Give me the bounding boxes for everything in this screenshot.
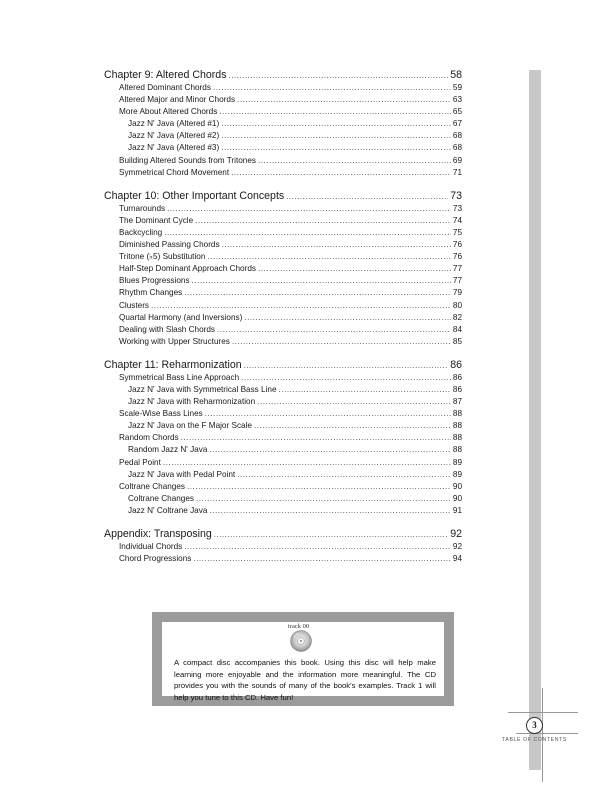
toc-entry[interactable] [104, 142, 462, 154]
toc-entry-page: 77 [452, 264, 462, 274]
page-number: 3 [526, 717, 543, 734]
dot-leader [219, 106, 451, 118]
dot-leader [181, 432, 451, 444]
corner-rule-horizontal [508, 712, 578, 713]
dot-leader [231, 167, 451, 179]
dot-leader [163, 457, 451, 469]
compact-disc-icon [290, 630, 312, 652]
toc-entry-title: Jazz N' Java (Altered #3) [128, 143, 220, 153]
toc-entry-title: Jazz N' Coltrane Java [128, 505, 208, 515]
toc-entry-page: 58 [450, 69, 462, 81]
corner-rule-horizontal-lower [516, 733, 578, 734]
dot-leader [221, 142, 451, 154]
toc-entry[interactable] [104, 336, 462, 348]
track-label: track 00 [288, 623, 310, 630]
dot-leader [222, 239, 451, 251]
dot-leader [237, 94, 451, 106]
toc-entry-page: 91 [452, 505, 462, 515]
toc-entry[interactable] [104, 118, 462, 130]
dot-leader [209, 444, 451, 456]
dot-leader [205, 408, 451, 420]
toc-entry-title: Chapter 10: Other Important Concepts [104, 189, 285, 202]
dot-leader [241, 372, 451, 384]
dot-leader [254, 420, 451, 432]
toc-entry[interactable] [104, 215, 462, 227]
toc-entry[interactable] [104, 130, 462, 142]
toc-entry-page: 84 [452, 324, 462, 334]
side-bar [529, 70, 541, 770]
toc-entry[interactable] [104, 553, 462, 565]
dot-leader [209, 505, 451, 517]
toc-entry[interactable] [104, 408, 462, 420]
toc-entry-page: 63 [452, 95, 462, 105]
toc-entry-title: Coltrane Changes [119, 481, 185, 491]
toc-entry-page: 59 [452, 83, 462, 92]
toc-entry-title: Jazz N' Java with Reharmonization [128, 397, 256, 407]
toc-entry-title: Half-Step Dominant Approach Chords [119, 264, 256, 274]
toc-entry[interactable] [104, 372, 462, 384]
toc-entry-page: 87 [452, 397, 462, 407]
toc-entry-page: 88 [452, 409, 462, 419]
corner-rule-vertical [542, 688, 543, 782]
toc-entry[interactable] [104, 444, 462, 456]
toc-entry[interactable] [104, 312, 462, 324]
toc-entry-page: 90 [452, 481, 462, 491]
toc-entry-title: Dealing with Slash Chords [119, 324, 216, 334]
toc-entry-title: Diminished Passing Chords [119, 240, 220, 250]
toc-entry[interactable] [104, 239, 462, 251]
toc-entry-page: 79 [452, 288, 462, 298]
toc-entry-page: 80 [452, 300, 462, 310]
toc-entry-title: More About Altered Chords [119, 107, 218, 117]
toc-entry-page: 67 [452, 119, 462, 129]
toc-entry-title: Symmetrical Bass Line Approach [119, 372, 240, 382]
toc-entry-page: 68 [452, 143, 462, 153]
toc-entry-title: Symmetrical Chord Movement [119, 167, 230, 177]
toc-entry[interactable] [104, 155, 462, 167]
dot-leader [214, 528, 448, 541]
cd-description: A compact disc accompanies this book. Using this disc will help make learning more enjoyable and the information more meaningful. The CD provides you with the sounds of many of the book's examples. Track 1 will help you tune to this CD. Have fun! [174, 658, 436, 702]
dot-leader [184, 541, 451, 553]
toc-entry[interactable] [104, 263, 462, 275]
toc-entry-page: 77 [452, 276, 462, 286]
toc-chapter-entry[interactable] [104, 190, 462, 203]
toc-entry[interactable] [104, 324, 462, 336]
dot-leader [213, 82, 451, 94]
toc-entry[interactable] [104, 384, 462, 396]
toc-entry[interactable] [104, 300, 462, 312]
toc-entry[interactable] [104, 251, 462, 263]
table-of-contents [104, 69, 462, 565]
toc-entry-title: The Dominant Cycle [119, 215, 194, 225]
dot-leader [257, 396, 451, 408]
toc-entry-page: 82 [452, 312, 462, 322]
dot-leader [244, 359, 449, 372]
toc-entry-title: Jazz N' Java (Altered #2) [128, 131, 220, 141]
dot-leader [258, 155, 451, 167]
toc-entry[interactable] [104, 505, 462, 517]
toc-entry-title: Random Jazz N' Java [128, 445, 208, 455]
cd-notice-box [152, 612, 454, 706]
toc-entry-title: Random Chords [119, 433, 179, 443]
toc-entry-title: Coltrane Changes [128, 493, 194, 503]
toc-entry[interactable] [104, 541, 462, 553]
toc-entry-page: 73 [450, 189, 462, 202]
toc-entry-title: Backcycling [119, 227, 163, 237]
dot-leader [195, 215, 451, 227]
toc-entry-title: Individual Chords [119, 542, 183, 551]
dot-leader [192, 275, 451, 287]
toc-entry-title: Chord Progressions [119, 554, 192, 564]
toc-entry[interactable] [104, 493, 462, 505]
toc-entry-title: Rhythm Changes [119, 288, 183, 298]
toc-entry-page: 69 [452, 155, 462, 165]
toc-chapter-entry[interactable] [104, 359, 462, 372]
dot-leader [221, 118, 451, 130]
toc-entry[interactable] [104, 82, 462, 94]
toc-entry-title: Quartal Harmony (and Inversions) [119, 312, 243, 322]
toc-entry-page: 86 [450, 358, 462, 371]
toc-entry-page: 94 [452, 554, 462, 564]
toc-entry[interactable] [104, 420, 462, 432]
toc-entry-title: Clusters [119, 300, 150, 310]
toc-entry-title: Altered Major and Minor Chords [119, 95, 236, 105]
toc-entry[interactable] [104, 457, 462, 469]
toc-entry-title: Pedal Point [119, 457, 161, 467]
toc-entry-page: 89 [452, 457, 462, 467]
toc-entry-page: 92 [452, 542, 462, 551]
toc-entry-page: 86 [452, 384, 462, 394]
toc-entry-title: Chapter 9: Altered Chords [104, 69, 227, 81]
toc-entry-page: 74 [452, 215, 462, 225]
toc-entry-page: 90 [452, 493, 462, 503]
toc-entry-title: Scale-Wise Bass Lines [119, 409, 203, 419]
toc-entry-page: 92 [450, 528, 462, 540]
toc-entry-page: 68 [452, 131, 462, 141]
toc-entry-title: Appendix: Transposing [104, 528, 212, 540]
toc-entry[interactable] [104, 432, 462, 444]
toc-entry-page: 73 [452, 203, 462, 213]
toc-entry-title: Turnarounds [119, 203, 166, 213]
dot-leader [229, 69, 449, 82]
toc-entry[interactable] [104, 167, 462, 179]
toc-entry-page: 88 [452, 421, 462, 431]
toc-entry-page: 71 [452, 167, 462, 177]
toc-entry-page: 75 [452, 227, 462, 237]
toc-entry-title: Altered Dominant Chords [119, 83, 211, 92]
dot-leader [221, 130, 451, 142]
toc-entry[interactable] [104, 275, 462, 287]
toc-entry[interactable] [104, 106, 462, 118]
toc-entry[interactable] [104, 469, 462, 481]
dot-leader [232, 336, 451, 348]
dot-leader [151, 300, 451, 312]
toc-entry-title: Jazz N' Java with Symmetrical Bass Line [128, 384, 277, 394]
toc-entry-page: 76 [452, 252, 462, 262]
toc-entry-page: 76 [452, 240, 462, 250]
dot-leader [279, 384, 451, 396]
dot-leader [187, 481, 451, 493]
toc-entry-title: Chapter 11: Reharmonization [104, 358, 242, 371]
toc-entry-title: Building Altered Sounds from Tritones [119, 155, 256, 165]
dot-leader [193, 553, 451, 565]
toc-chapter-entry[interactable] [104, 528, 462, 541]
dot-leader [207, 251, 451, 263]
toc-entry-title: Jazz N' Java with Pedal Point [128, 469, 236, 479]
toc-entry-page: 88 [452, 445, 462, 455]
toc-entry[interactable] [104, 287, 462, 299]
toc-entry-title: Tritone (♭5) Substitution [119, 252, 206, 262]
dot-leader [167, 203, 451, 215]
dot-leader [237, 469, 451, 481]
toc-entry-title: Blues Progressions [119, 276, 190, 286]
dot-leader [286, 190, 448, 203]
toc-entry-title: Jazz N' Java on the F Major Scale [128, 421, 252, 431]
toc-entry-page: 65 [452, 107, 462, 117]
toc-entry-page: 86 [452, 372, 462, 382]
dot-leader [258, 263, 451, 275]
dot-leader [164, 227, 451, 239]
dot-leader [184, 287, 451, 299]
dot-leader [196, 493, 451, 505]
dot-leader [244, 312, 451, 324]
section-label: TABLE OF CONTENTS [502, 737, 567, 743]
toc-entry[interactable] [104, 203, 462, 215]
toc-entry-title: Jazz N' Java (Altered #1) [128, 119, 220, 129]
toc-entry[interactable] [104, 481, 462, 493]
toc-entry[interactable] [104, 227, 462, 239]
toc-entry-page: 88 [452, 433, 462, 443]
toc-entry[interactable] [104, 396, 462, 408]
toc-entry-page: 89 [452, 469, 462, 479]
toc-entry-title: Working with Upper Structures [119, 336, 230, 346]
cd-notice-inner [162, 622, 444, 702]
toc-chapter-entry[interactable] [104, 69, 462, 82]
dot-leader [217, 324, 451, 336]
toc-entry[interactable] [104, 94, 462, 106]
toc-entry-page: 85 [452, 336, 462, 346]
